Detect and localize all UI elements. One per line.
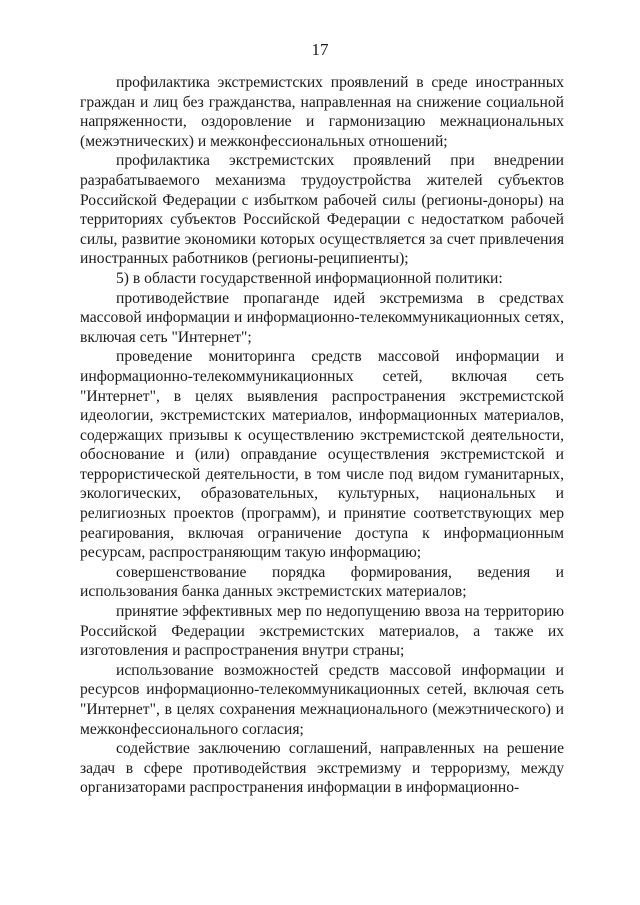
paragraph-media-resources: использование возможностей средств массовой информации и ресурсов информационно-телекоммуникационных сетей, включая сеть "Интернет", в целях сохранения межнационального (межэтнического) и межконфессионального согласия; <box>80 661 564 738</box>
paragraph-employment-mechanism: профилактика экстремистских проявлений при внедрении разрабатываемого механизма трудоустройства жителей субъектов Российской Федерации с избытком рабочей силы (регионы-доноры) на территориях субъектов Российской Федерации с недостатком рабочей силы, развитие экономики которых осуществляется за счет привлечения иностранных работников (регионы-реципиенты); <box>80 152 564 268</box>
page-number: 17 <box>311 40 329 59</box>
paragraph-media-monitoring: проведение мониторинга средств массовой информации и информационно-телекоммуникационных сетей, включая сеть "Интернет", в целях выявления распространения экстремистской идеологии, экстремистских материалов, информационных материалов, содержащих призывы к осуществлению экстремистской деятельности, обоснование и (или) оправдание осуществления экстремистской и террористической деятельности, в том числе под видом гуманитарных, экологических, образовательных, культурных, национальных и религиозных проектов (программ), и принятие соответствующих мер реагирования, включая ограничение доступа к информационным ресурсам, распространяющим такую информацию; <box>80 348 564 562</box>
paragraph-agreements: содействие заключению соглашений, направленных на решение задач в сфере противодействия экстремизму и терроризму, между организаторами распространения информации в информационно- <box>80 740 564 797</box>
paragraph-section-heading: 5) в области государственной информационной политики: <box>116 269 503 287</box>
paragraph-import-prevention: принятие эффективных мер по недопущению ввоза на территорию Российской Федерации экстремистских материалов, а также их изготовления и распространения внутри страны; <box>80 603 564 660</box>
paragraph-materials-database: совершенствование порядка формирования, ведения и использования банка данных экстремистских материалов; <box>80 563 564 601</box>
paragraph-propaganda-countering: противодействие пропаганде идей экстремизма в средствах массовой информации и информационно-телекоммуникационных сетях, включая сеть "Интернет"; <box>80 289 564 346</box>
paragraph-foreigners-prevention: профилактика экстремистских проявлений в среде иностранных граждан и лиц без гражданства, направленная на снижение социальной напряженности, оздоровление и гармонизацию межнациональных (межэтнических) и межконфессиональных отношений; <box>80 74 564 150</box>
document-body <box>80 73 564 798</box>
